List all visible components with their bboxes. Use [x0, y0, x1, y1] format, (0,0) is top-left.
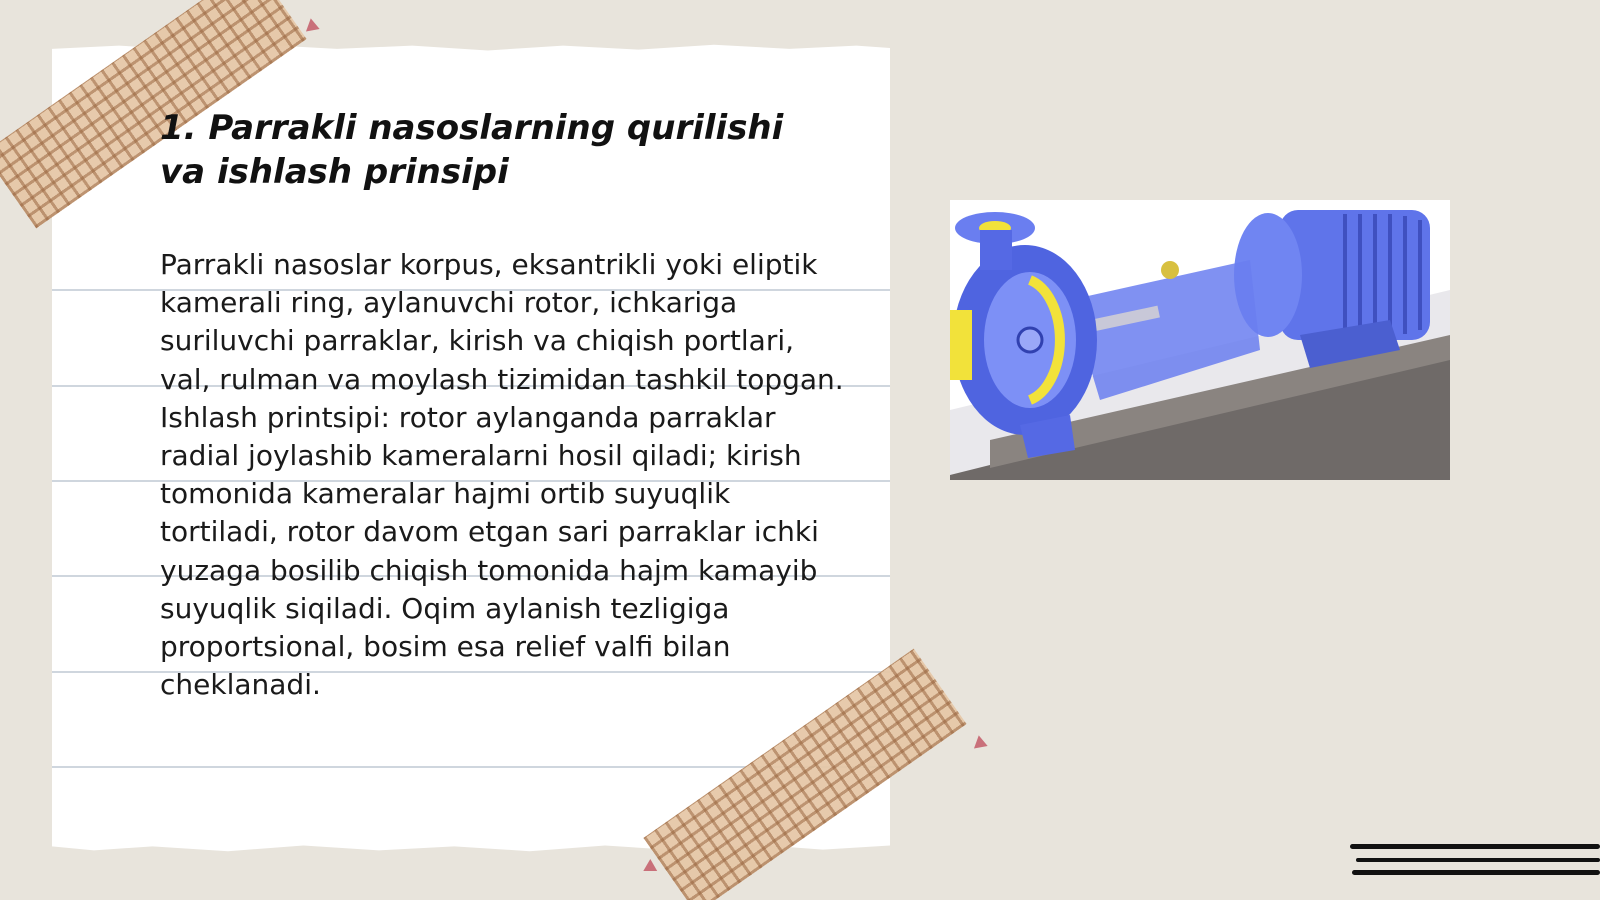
decorative-line — [1350, 844, 1600, 849]
pump-illustration — [950, 200, 1450, 480]
oil-cup — [1161, 261, 1179, 279]
decorative-line — [1352, 870, 1600, 875]
discharge-neck — [980, 230, 1012, 270]
inlet-flange — [950, 310, 972, 380]
tape-pin — [643, 859, 660, 877]
motor-body — [1280, 210, 1430, 340]
slide-title: 1. Parrakli nasoslarning qurilishi va ishlash prinsipi — [160, 108, 784, 192]
decorative-line — [1356, 858, 1600, 862]
tape-pin — [306, 18, 322, 35]
impeller-hub — [1018, 328, 1042, 352]
decorative-lines — [1350, 844, 1600, 894]
slide-body-text: Parrakli nasoslar korpus, eksantrikli yoki eliptik kamerali ring, aylanuvchi rotor, ichkariga suriluvchi parraklar, kirish va chiqish portlari, val, rulman va moylash tizimidan tashkil topgan. Ishlash printsipi: rotor aylanganda parraklar radial joylashib kameralarni hosil qiladi; kirish tomonida kameralar hajmi ortib suyuqlik tortiladi, rotor davom etgan sari parraklar ichki yuzaga bosilib chiqish tomonida hajm kamayib suyuqlik siqiladi. Oqim aylanish tezligiga proportsional, bosim esa relief valfi bilan cheklanadi. — [160, 248, 844, 702]
tape-pin — [974, 735, 990, 752]
pump-drawing — [950, 200, 1450, 480]
